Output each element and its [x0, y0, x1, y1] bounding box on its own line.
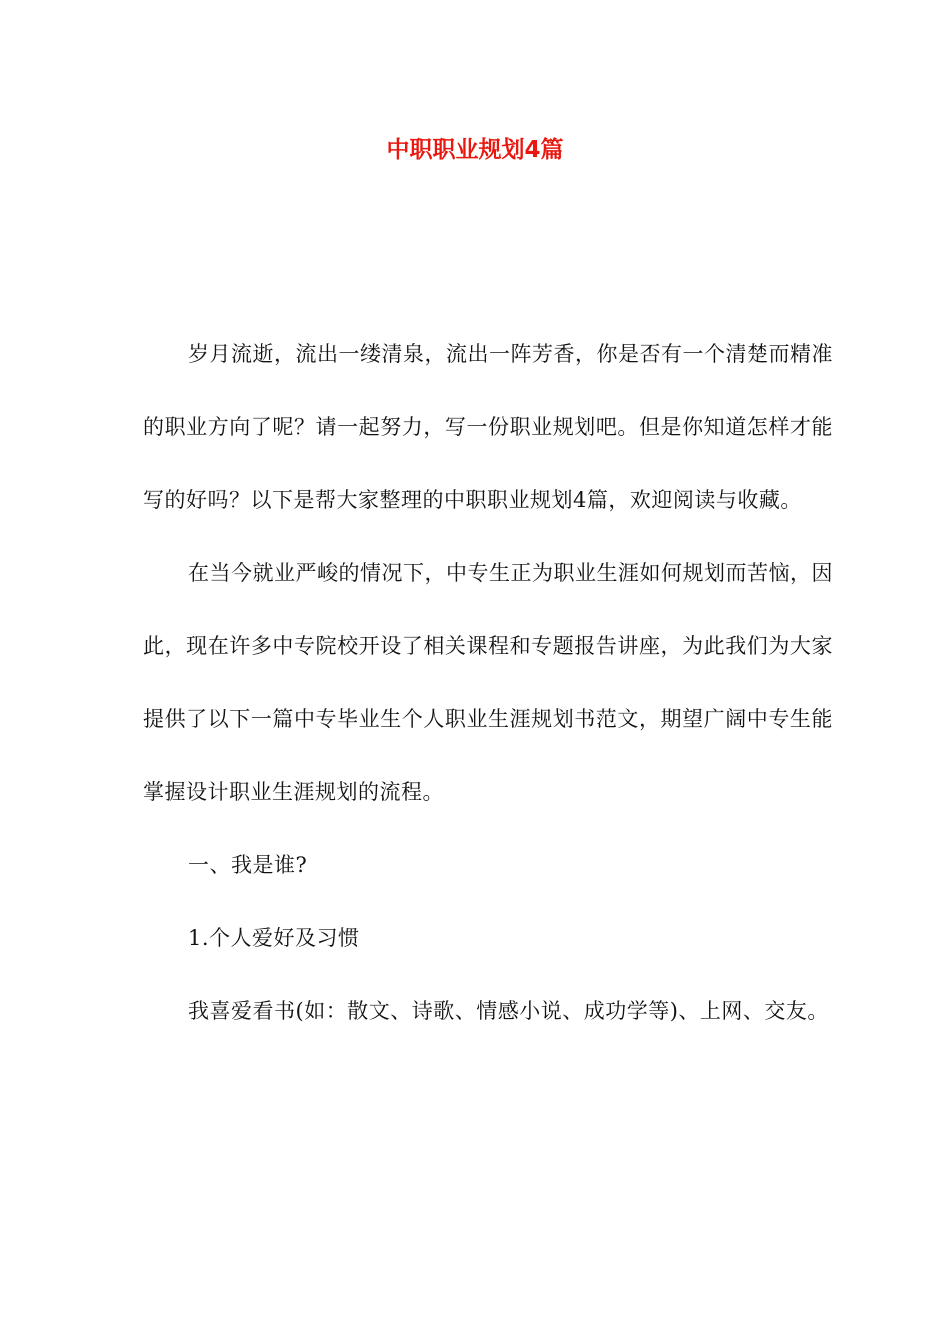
paragraph-hobbies: 我喜爱看书(如：散文、诗歌、情感小说、成功学等)、上网、交友。 — [188, 999, 829, 1023]
paragraph-intro: 岁月流逝，流出一缕清泉，流出一阵芳香，你是否有一个清楚而精准的职业方向了呢？请一起努力，写一份职业规划吧。但是你知道怎样才能写的好吗？以下是帮大家整理的中职职业规划4篇，欢迎阅读与收藏。 — [143, 342, 833, 512]
document-title: 中职职业规划4篇 — [386, 137, 564, 163]
document-body — [143, 318, 833, 1048]
subsection-heading-hobbies: 1.个人爱好及习惯 — [188, 926, 360, 950]
paragraph-background: 在当今就业严峻的情况下，中专生正为职业生涯如何规划而苦恼，因此，现在许多中专院校开设了相关课程和专题报告讲座，为此我们为大家提供了以下一篇中专毕业生个人职业生涯规划书范文，期望广阔中专生能掌握设计职业生涯规划的流程。 — [143, 561, 833, 804]
section-heading-who-am-i: 一、我是谁? — [188, 853, 308, 877]
